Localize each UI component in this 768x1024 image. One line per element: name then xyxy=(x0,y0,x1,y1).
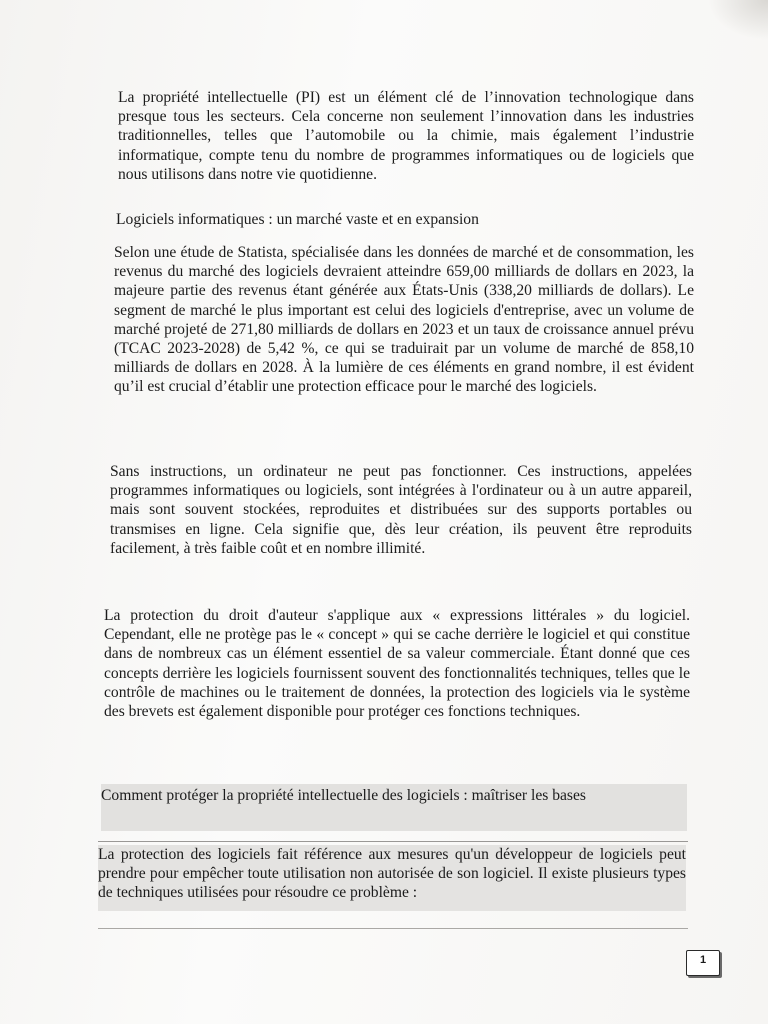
paragraph-copyright: La protection du droit d'auteur s'applique aux « expressions littérales » du logiciel. Cependant, elle ne protège pas le « concept » qui se cache derrière le logiciel et qui constitue dans de nombreux cas un élément essentiel de sa valeur commerciale. Étant donné que ces concepts derrière les logiciels fournissent souvent des fonctionnalités techniques, telles que le contrôle de machines ou le traitement de données, la protection des logiciels via le système des brevets est également disponible pour protéger ces fonctions techniques. xyxy=(104,607,690,721)
paragraph-software-protection: La protection des logiciels fait référence aux mesures qu'un développeur de logiciels peut prendre pour empêcher toute utilisation non autorisée de son logiciel. Il existe plusieurs types de techniques utilisées pour résoudre ce problème : xyxy=(98,845,686,911)
paragraph-instructions: Sans instructions, un ordinateur ne peut pas fonctionner. Ces instructions, appelées programmes informatiques ou logiciels, sont intégrées à l'ordinateur ou à un autre appareil, mais sont souvent stockées, reproduites et distribuées sur des supports portables ou transmises en ligne. Cela signifie que, dès leur création, ils peuvent être reproduits facilement, à très faible coût et en nombre illimité. xyxy=(110,463,692,557)
paragraph-intro: La propriété intellectuelle (PI) est un élément clé de l’innovation technologique dans presque tous les secteurs. Cela concerne non seulement l’innovation dans les industries traditionnelles, telles que l’automobile ou la chimie, mais également l’industrie informatique, compte tenu du nombre de programmes informatiques ou de logiciels que nous utilisons dans notre vie quotidienne. xyxy=(118,89,694,183)
page-number: 1 xyxy=(699,954,707,966)
divider-line-bottom xyxy=(98,928,688,929)
page-corner-shadow xyxy=(708,0,768,40)
page-number-badge xyxy=(686,950,720,976)
paragraph-statista: Selon une étude de Statista, spécialisée dans les données de marché et de consommation, les revenus du marché des logiciels devraient atteindre 659,00 milliards de dollars en 2023, la majeure partie des revenus étant générée aux États-Unis (338,20 milliards de dollars). Le segment de marché le plus important est celui des logiciels d'entreprise, avec un volume de marché projeté de 271,80 milliards de dollars en 2023 et un taux de croissance annuel prévu (TCAC 2023-2028) de 5,42 %, ce qui se traduirait par un volume de marché de 858,10 milliards de dollars en 2028. À la lumière de ces éléments en grand nombre, il est évident qu’il est crucial d’établir une protection efficace pour le marché des logiciels. xyxy=(114,244,694,396)
section-heading-protection: Comment protéger la propriété intellectuelle des logiciels : maîtriser les bases xyxy=(101,784,687,831)
section-heading-market: Logiciels informatiques : un marché vaste et en expansion xyxy=(116,211,479,228)
divider-line xyxy=(98,841,688,842)
